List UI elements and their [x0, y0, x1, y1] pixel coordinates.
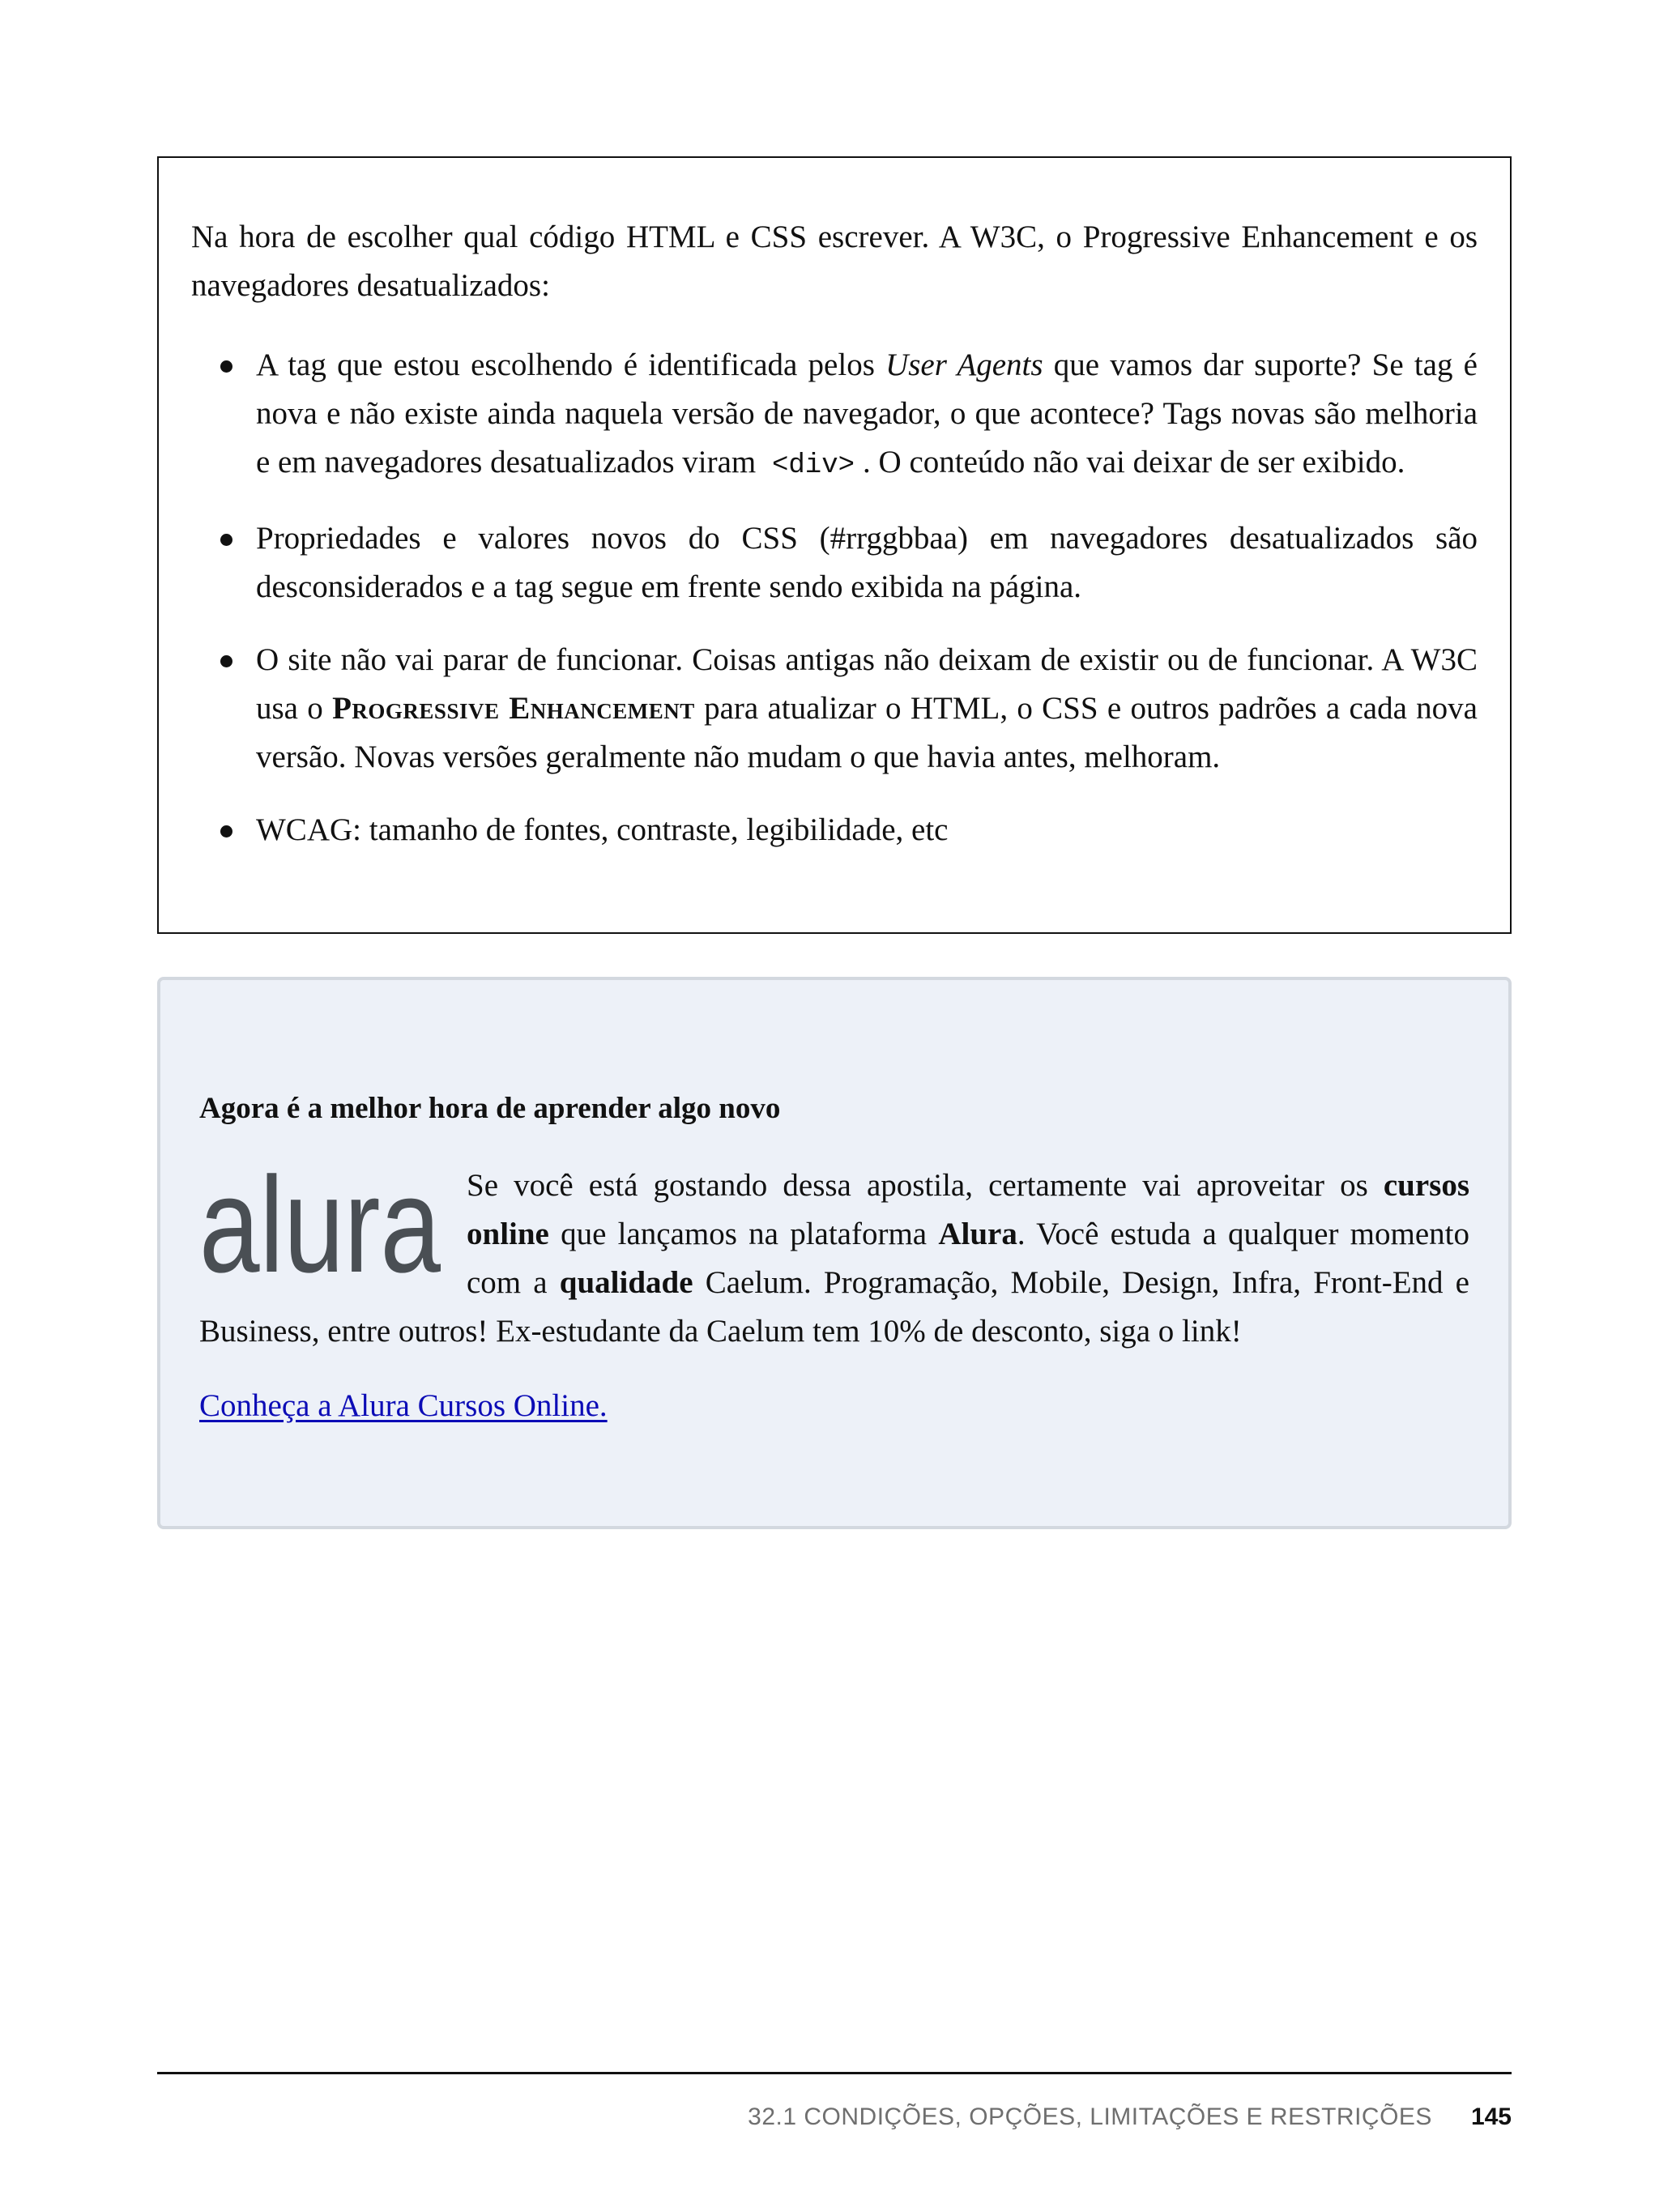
note-list — [191, 341, 1478, 855]
bullet-icon — [220, 534, 232, 546]
list-item — [191, 514, 1478, 612]
alura-body-bold: cursos online — [467, 1168, 1469, 1251]
list-item — [191, 636, 1478, 782]
list-item-text: A tag que estou escolhendo é identificada pelos — [256, 347, 886, 382]
user-agents-emphasis: User Agents — [885, 347, 1043, 382]
list-item-text: Propriedades e valores novos do CSS (#rrggbbaa) em navegadores desatualizados são desconsiderados e a tag segue em frente sendo exibida na página. — [256, 521, 1478, 604]
page-number: 145 — [1470, 2103, 1512, 2130]
bullet-icon — [220, 655, 232, 667]
alura-promo-box — [157, 977, 1512, 1529]
alura-body-bold: Alura — [938, 1217, 1017, 1251]
alura-logo-icon — [199, 1163, 442, 1293]
alura-heading: Agora é a melhor hora de aprender algo novo — [199, 1092, 781, 1125]
alura-body-text: . Você estuda a qualquer momento com a — [467, 1217, 1469, 1300]
alura-body-text: Caelum. Programação, Mobile, Design, Infra, Front-End e Business, entre outros! Ex-estudante da Caelum tem 10% de desconto, siga o link! — [199, 1265, 1469, 1349]
footer-divider — [157, 2072, 1512, 2074]
div-code: <div> — [772, 450, 855, 481]
page-footer — [748, 2101, 1512, 2133]
alura-courses-link[interactable]: Conheça a Alura Cursos Online. — [199, 1388, 608, 1423]
note-box — [157, 156, 1512, 934]
list-item-text: WCAG: tamanho de fontes, contraste, legibilidade, etc — [256, 812, 949, 847]
bullet-icon — [220, 360, 232, 373]
alura-logo-text: alura — [199, 1163, 441, 1293]
list-item-text: . O conteúdo não vai deixar de ser exibido. — [863, 445, 1405, 479]
footer-section-title: 32.1 CONDIÇÕES, OPÇÕES, LIMITAÇÕES E RESTRIÇÕES — [748, 2103, 1432, 2130]
progressive-enhancement-term: Progressive Enhancement — [332, 691, 695, 726]
list-item — [191, 341, 1478, 490]
list-item — [191, 806, 1478, 855]
note-intro: Na hora de escolher qual código HTML e CSS escrever. A W3C, o Progressive Enhancement e os navegadores desatualizados: — [191, 219, 1478, 303]
alura-body-text: que lançamos na plataforma — [548, 1217, 939, 1251]
list-item-text: que vamos dar suporte? Se tag é nova e não existe ainda naquela versão de navegador, o que acontece? Tags novas são melhoria e em navegadores desatualizados viram — [256, 347, 1478, 479]
alura-body-text: Se você está gostando dessa apostila, certamente vai aproveitar os — [467, 1168, 1384, 1203]
bullet-icon — [220, 825, 232, 837]
alura-body — [199, 1161, 1469, 1356]
alura-body-bold: qualidade — [559, 1265, 693, 1300]
list-item-text: para atualizar o HTML, o CSS e outros padrões a cada nova versão. Novas versões geralmente não mudam o que havia antes, melhoram. — [256, 691, 1478, 774]
list-item-text: O site não vai parar de funcionar. Coisas antigas não deixam de existir ou de funcionar. A W3C usa o — [256, 642, 1478, 726]
